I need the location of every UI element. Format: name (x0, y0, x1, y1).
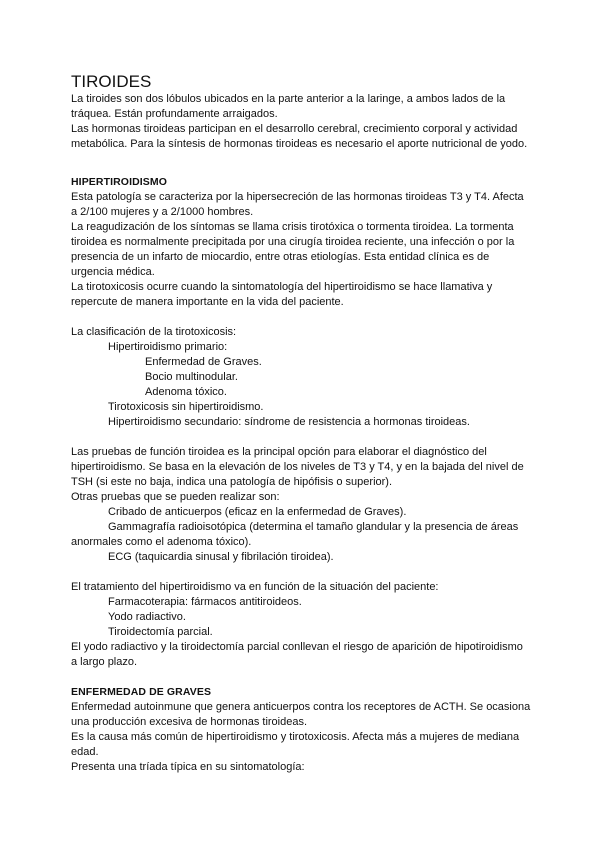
paragraph: Presenta una tríada típica en su sintomatología: (71, 761, 305, 773)
document-content (71, 72, 531, 775)
paragraph: Es la causa más común de hipertiroidismo y tirotoxicosis. Afecta más a mujeres de mediana edad. (71, 731, 520, 758)
paragraph: Las pruebas de función tiroidea es la principal opción para elaborar el diagnóstico del hipertiroidismo. Se basa en la elevación de los niveles de T3 y T4, y en la bajada del nivel de TSH (si este no baja, indica una patología de hipófisis o superior). (71, 446, 524, 488)
paragraph: La tirotoxicosis ocurre cuando la sintomatología del hipertiroidismo se hace llamativa y repercute de manera importante en la vida del paciente. (71, 281, 493, 308)
list-item: Bocio multinodular. (145, 371, 238, 383)
list-item: ECG (taquicardia sinusal y fibrilación tiroidea). (108, 551, 334, 563)
section-heading-graves: ENFERMEDAD DE GRAVES (71, 686, 212, 698)
paragraph: Enfermedad autoinmune que genera anticuerpos contra los receptores de ACTH. Se ocasiona una producción excesiva de hormonas tiroideas. (71, 701, 531, 728)
paragraph: Esta patología se caracteriza por la hipersecreción de las hormonas tiroideas T3 y T4. Afecta a 2/100 mujeres y a 2/1000 hombres. (71, 191, 524, 218)
list-item: Hipertiroidismo primario: (108, 341, 228, 353)
list-item: Adenoma tóxico. (145, 386, 227, 398)
intro-paragraph: Las hormonas tiroideas participan en el desarrollo cerebral, crecimiento corporal y actividad metabólica. Para la síntesis de hormonas tiroideas es necesario el aporte nutricional de yodo. (71, 123, 528, 150)
list-item: Gammagrafía radioisotópica (determina el tamaño glandular y la presencia de áreas (108, 521, 519, 533)
list-item: Hipertiroidismo secundario: síndrome de resistencia a hormonas tiroideas. (108, 416, 470, 428)
list-intro: Otras pruebas que se pueden realizar son: (71, 491, 280, 503)
list-item: Tirotoxicosis sin hipertiroidismo. (108, 401, 264, 413)
page-title: TIROIDES (71, 72, 152, 91)
list-item: Farmacoterapia: fármacos antitiroideos. (108, 596, 302, 608)
list-intro: El tratamiento del hipertiroidismo va en función de la situación del paciente: (71, 581, 439, 593)
paragraph: La reagudización de los síntomas se llama crisis tirotóxica o tormenta tiroidea. La tormenta tiroidea es normalmente precipitada por una cirugía tiroidea reciente, una infección o por la presencia de un infarto de miocardio, entre otras etiologías. Esta entidad clínica es de urgencia médica. (71, 221, 515, 278)
intro-paragraph: La tiroides son dos lóbulos ubicados en la parte anterior a la laringe, a ambos lados de la tráquea. Están profundamente arraigados. (71, 93, 506, 120)
section-heading-hipertiroidismo: HIPERTIROIDISMO (71, 176, 168, 188)
list-item: Yodo radiactivo. (108, 611, 186, 623)
list-item: Tiroidectomía parcial. (108, 626, 213, 638)
list-intro: La clasificación de la tirotoxicosis: (71, 326, 237, 338)
paragraph: El yodo radiactivo y la tiroidectomía parcial conllevan el riesgo de aparición de hipotiroidismo a largo plazo. (71, 641, 523, 668)
list-item-continuation: anormales como el adenoma tóxico). (71, 536, 252, 548)
list-item: Cribado de anticuerpos (eficaz en la enfermedad de Graves). (108, 506, 407, 518)
list-item: Enfermedad de Graves. (145, 356, 262, 368)
